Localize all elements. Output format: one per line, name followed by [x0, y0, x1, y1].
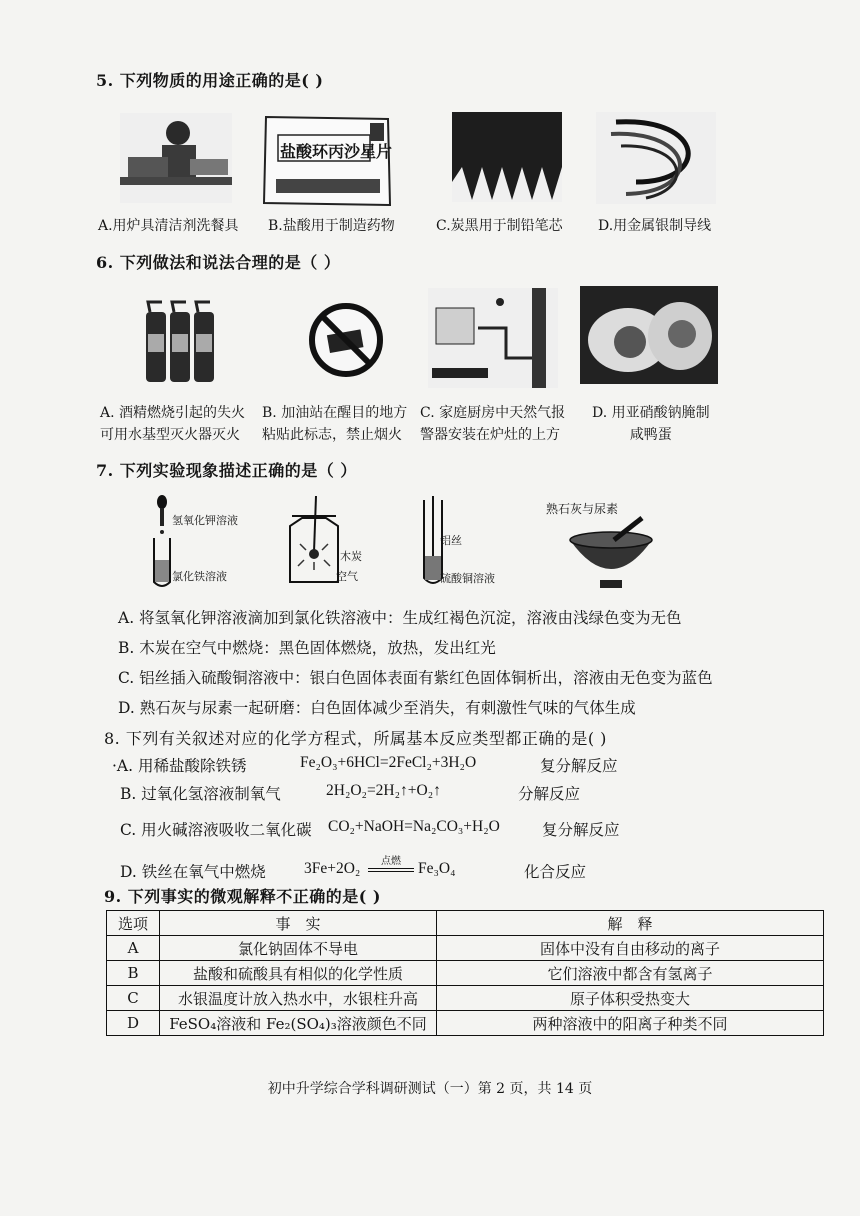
q7-option-c: C. 铝丝插入硫酸铜溶液中：银白色固体表面有紫红色固体铜析出，溶液由无色变为蓝色 — [118, 669, 713, 687]
q6-option-a-line1: A. 酒精燃烧引起的失火 — [100, 405, 246, 421]
q6-option-c-line2: 警器安装在炉灶的上方 — [420, 427, 560, 443]
q8-option-a-type: 复分解反应 — [540, 757, 618, 775]
q5-image-c-carbon-black — [452, 112, 562, 202]
q6-stem: 6. 下列做法和说法合理的是（ ） — [96, 253, 341, 272]
q5-option-c: C.炭黑用于制铅笔芯 — [436, 218, 563, 234]
row-b-explanation: 它们溶液中都含有氢离子 — [437, 961, 824, 986]
row-c-option: C — [107, 986, 160, 1011]
q7-label-air: 空气 — [336, 570, 358, 583]
header-option: 选项 — [107, 911, 160, 936]
q7-label-cuso4: 硫酸铜溶液 — [440, 572, 495, 585]
q7-label-mortar: 熟石灰与尿素 — [546, 502, 619, 516]
q6-image-b-no-smoking-sign — [306, 300, 386, 380]
q8-option-a: ·A. 用稀盐酸除铁锈 — [112, 757, 247, 775]
q8-option-b-type: 分解反应 — [518, 785, 581, 803]
q7-option-b: B. 木炭在空气中燃烧：黑色固体燃烧，放热，发出红光 — [118, 639, 496, 657]
q8-option-d-type: 化合反应 — [524, 863, 587, 881]
q8-option-b: B. 过氧化氢溶液制氧气 — [120, 785, 281, 803]
q6-option-b-line2: 粘贴此标志，禁止烟火 — [262, 427, 402, 443]
row-a-fact: 氯化钠固体不导电 — [160, 936, 437, 961]
q6-option-d-line2: 咸鸭蛋 — [629, 427, 672, 443]
table-header-row — [107, 911, 824, 936]
row-b-option: B — [107, 961, 160, 986]
table-row — [107, 936, 824, 961]
q5-image-a-person-cleaning — [120, 113, 232, 203]
q8-option-c: C. 用火碱溶液吸收二氧化碳 — [120, 821, 312, 839]
table-row — [107, 1011, 824, 1036]
q8-option-d-eq-condition — [368, 852, 414, 872]
q5-image-d-wires — [596, 112, 716, 204]
q7-label-charcoal: 木炭 — [340, 550, 362, 563]
q6-image-d-salted-egg — [580, 286, 718, 384]
q8-option-d-eq-left: 3Fe+2O₂ — [304, 860, 361, 877]
q7-option-d: D. 熟石灰与尿素一起研磨：白色固体减少至消失，有刺激性气味的气体生成 — [118, 699, 636, 717]
q8-option-c-equation: CO₂+NaOH=Na₂CO₃+H₂O — [328, 818, 500, 835]
q9-table — [106, 910, 824, 1036]
row-d-explanation: 两种溶液中的阳离子种类不同 — [437, 1011, 824, 1036]
q6-option-b — [262, 402, 407, 446]
q8-stem: 8. 下列有关叙述对应的化学方程式，所属基本反应类型都正确的是( ) — [104, 729, 607, 748]
q8-option-d-eq-right: Fe₃O₄ — [418, 860, 456, 877]
q6-image-a-fire-extinguishers — [140, 298, 220, 384]
q7-label-koh: 氢氧化钾溶液 — [172, 514, 238, 527]
q7-stem: 7. 下列实验现象描述正确的是（ ） — [96, 461, 357, 480]
q5-image-b-medicine-box — [262, 113, 394, 208]
q6-image-c-gas-alarm — [428, 288, 558, 388]
q7-option-a: A. 将氢氧化钾溶液滴加到氯化铁溶液中：生成红褐色沉淀，溶液由浅绿色变为无色 — [118, 609, 682, 627]
row-a-option: A — [107, 936, 160, 961]
row-a-explanation: 固体中没有自由移动的离子 — [437, 936, 824, 961]
table-row — [107, 986, 824, 1011]
q5-option-b: B.盐酸用于制造药物 — [268, 218, 395, 234]
q5-stem: 5. 下列物质的用途正确的是( ) — [96, 71, 324, 90]
q6-option-c — [420, 402, 565, 446]
header-explanation: 解 释 — [437, 911, 824, 936]
q7-label-al: 铝丝 — [440, 534, 462, 547]
q8-option-b-equation: 2H₂O₂=2H₂↑+O₂↑ — [326, 782, 441, 799]
q6-option-b-line1: B. 加油站在醒目的地方 — [262, 405, 408, 421]
q8-option-c-type: 复分解反应 — [542, 821, 620, 839]
table-row — [107, 961, 824, 986]
q9-stem: 9. 下列事实的微观解释不正确的是( ) — [104, 887, 381, 906]
medicine-box-text: 盐酸环丙沙星片 — [280, 142, 393, 161]
header-fact: 事 实 — [160, 911, 437, 936]
condition-text: 点燃 — [381, 856, 401, 867]
page-footer: 初中升学综合学科调研测试（一）第 2 页，共 14 页 — [267, 1081, 593, 1097]
q7-label-fecl3: 氯化铁溶液 — [172, 570, 227, 583]
row-b-fact: 盐酸和硫酸具有相似的化学性质 — [160, 961, 437, 986]
row-c-fact: 水银温度计放入热水中，水银柱升高 — [160, 986, 437, 1011]
row-d-option: D — [107, 1011, 160, 1036]
q8-option-d: D. 铁丝在氧气中燃烧 — [120, 863, 266, 881]
q5-option-a: A.用炉具清洁剂洗餐具 — [98, 218, 239, 234]
q7-image-gas-bottle — [286, 496, 342, 584]
q8-option-a-equation: Fe₂O₃+6HCl=2FeCl₂+3H₂O — [300, 754, 477, 771]
q6-option-a — [100, 402, 245, 446]
q5-option-d: D.用金属银制导线 — [598, 218, 712, 234]
row-d-fact: FeSO₄溶液和 Fe₂(SO₄)₃溶液颜色不同 — [160, 1011, 437, 1036]
q6-option-c-line1: C. 家庭厨房中天然气报 — [420, 405, 566, 421]
q6-option-d-line1: D. 用亚硝酸钠腌制 — [592, 405, 710, 421]
q6-option-a-line2: 可用水基型灭火器灭火 — [100, 427, 240, 443]
q6-option-d — [592, 402, 710, 446]
row-c-explanation: 原子体积受热变大 — [437, 986, 824, 1011]
q7-image-mortar-pestle — [566, 516, 656, 592]
